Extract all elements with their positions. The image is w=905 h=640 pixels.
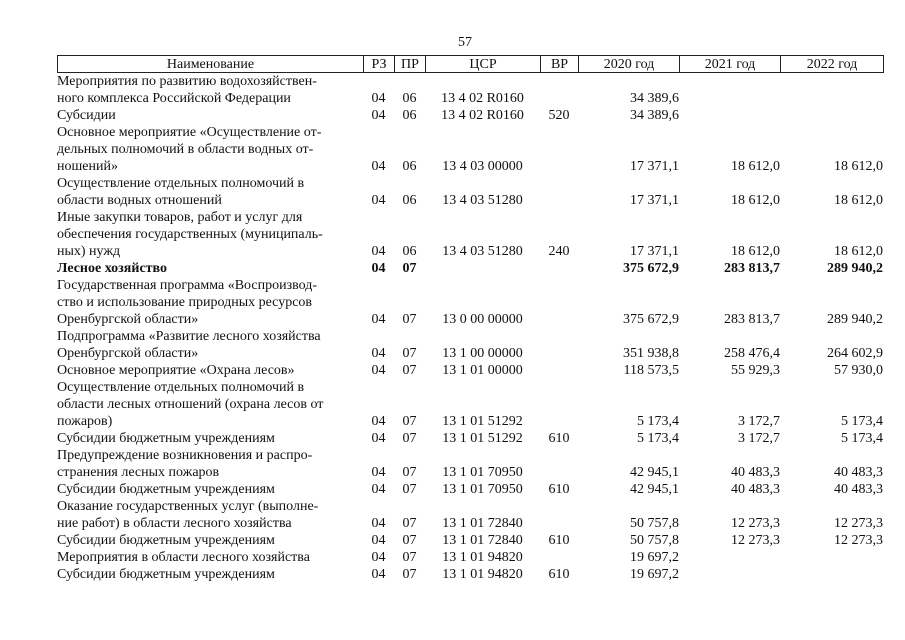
cell-rz: 04 xyxy=(371,91,386,106)
column-header-rz: РЗ xyxy=(364,56,395,73)
cell-name xyxy=(57,532,363,549)
cell-name-line: Субсидии xyxy=(57,108,116,123)
table-row xyxy=(57,498,883,532)
cell-vr xyxy=(540,498,578,532)
table-row xyxy=(57,566,883,583)
cell-name xyxy=(57,362,363,379)
cell-2021: 283 813,7 xyxy=(724,261,780,276)
cell-2021: 18 612,0 xyxy=(731,244,780,259)
cell-2020: 42 945,1 xyxy=(630,482,679,497)
cell-2020: 17 371,1 xyxy=(630,159,679,174)
cell-2022: 289 940,2 xyxy=(827,312,883,327)
table-row xyxy=(57,362,883,379)
cell-2020: 17 371,1 xyxy=(630,244,679,259)
cell-pr: 06 xyxy=(402,159,417,174)
cell-csr: 13 0 00 00000 xyxy=(442,312,523,327)
cell-name xyxy=(57,328,363,362)
cell-pr: 07 xyxy=(402,431,417,446)
cell-2022: 40 483,3 xyxy=(834,482,883,497)
cell-2021: 283 813,7 xyxy=(724,312,780,327)
cell-2022: 40 483,3 xyxy=(834,465,883,480)
cell-vr xyxy=(540,362,578,379)
table-row xyxy=(57,379,883,430)
cell-name-line: странения лесных пожаров xyxy=(57,465,220,480)
cell-2020: 17 371,1 xyxy=(630,193,679,208)
cell-vr xyxy=(540,175,578,209)
column-header-2020: 2020 год xyxy=(579,56,680,73)
cell-2022: 264 602,9 xyxy=(827,346,883,361)
cell-name xyxy=(57,209,363,260)
cell-2020: 5 173,4 xyxy=(637,414,679,429)
cell-name-line: Осуществление отдельных полномочий в xyxy=(57,380,305,395)
cell-name-line: Субсидии бюджетным учреждениям xyxy=(57,533,275,548)
cell-csr: 13 1 01 70950 xyxy=(442,465,523,480)
cell-pr: 07 xyxy=(402,465,417,480)
cell-vr xyxy=(540,447,578,481)
cell-csr: 13 4 02 R0160 xyxy=(441,108,524,123)
cell-name-line: Предупреждение возникновения и распро- xyxy=(57,448,313,463)
cell-2020: 50 757,8 xyxy=(630,516,679,531)
cell-pr: 07 xyxy=(402,516,417,531)
cell-csr: 13 4 03 51280 xyxy=(442,244,523,259)
table-body xyxy=(57,73,883,583)
column-header-2022: 2022 год xyxy=(781,56,884,73)
cell-pr: 07 xyxy=(402,261,417,276)
cell-2020: 34 389,6 xyxy=(630,108,679,123)
table-row xyxy=(57,481,883,498)
cell-rz: 04 xyxy=(371,482,386,497)
cell-name xyxy=(57,175,363,209)
cell-name xyxy=(57,107,363,124)
cell-2020: 19 697,2 xyxy=(630,567,679,582)
cell-2022 xyxy=(780,107,883,124)
cell-2021: 18 612,0 xyxy=(731,193,780,208)
cell-2022: 289 940,2 xyxy=(827,261,883,276)
table-row xyxy=(57,73,883,107)
cell-vr xyxy=(540,549,578,566)
cell-2021: 12 273,3 xyxy=(731,533,780,548)
cell-vr: 610 xyxy=(548,431,570,446)
cell-name xyxy=(57,498,363,532)
cell-rz: 04 xyxy=(371,159,386,174)
cell-name-line: Субсидии бюджетным учреждениям xyxy=(57,482,275,497)
cell-2022: 18 612,0 xyxy=(834,193,883,208)
cell-2021: 3 172,7 xyxy=(738,431,780,446)
table-row xyxy=(57,124,883,175)
cell-2020: 50 757,8 xyxy=(630,533,679,548)
cell-rz: 04 xyxy=(371,312,386,327)
cell-pr: 06 xyxy=(402,108,417,123)
cell-rz: 04 xyxy=(371,550,386,565)
cell-csr: 13 1 00 00000 xyxy=(442,346,523,361)
cell-2022: 57 930,0 xyxy=(834,363,883,378)
column-header-csr: ЦСР xyxy=(426,56,541,73)
table-row xyxy=(57,532,883,549)
cell-name-line: области водных отношений xyxy=(57,193,222,208)
cell-2020: 375 672,9 xyxy=(623,261,679,276)
cell-2021: 258 476,4 xyxy=(724,346,780,361)
cell-name-line: обеспечения государственных (муниципаль- xyxy=(57,227,323,242)
cell-pr: 07 xyxy=(402,482,417,497)
cell-pr: 07 xyxy=(402,550,417,565)
cell-name-line: Оренбургской области» xyxy=(57,346,199,361)
cell-name-line: пожаров) xyxy=(57,414,113,429)
table-header xyxy=(57,55,884,73)
cell-2022: 18 612,0 xyxy=(834,244,883,259)
table-row xyxy=(57,430,883,447)
cell-name-line: Лесное хозяйство xyxy=(57,261,168,276)
cell-rz: 04 xyxy=(371,108,386,123)
cell-name-line: Мероприятия по развитию водохозяйствен- xyxy=(57,74,317,89)
cell-csr: 13 4 03 51280 xyxy=(442,193,523,208)
cell-name-line: ние работ) в области лесного хозяйства xyxy=(57,516,292,531)
cell-rz: 04 xyxy=(371,516,386,531)
cell-vr xyxy=(540,124,578,175)
cell-name xyxy=(57,447,363,481)
column-header-name: Наименование xyxy=(58,56,364,73)
cell-rz: 04 xyxy=(371,414,386,429)
cell-2022: 12 273,3 xyxy=(834,533,883,548)
column-header-vr: ВР xyxy=(541,56,579,73)
cell-vr xyxy=(540,328,578,362)
cell-2022 xyxy=(780,566,883,583)
cell-rz: 04 xyxy=(371,431,386,446)
cell-pr: 06 xyxy=(402,244,417,259)
cell-name xyxy=(57,73,363,107)
cell-vr xyxy=(540,73,578,107)
table-row xyxy=(57,260,883,277)
cell-name xyxy=(57,379,363,430)
cell-pr: 07 xyxy=(402,363,417,378)
cell-name-line: Мероприятия в области лесного хозяйства xyxy=(57,550,310,565)
cell-vr xyxy=(540,379,578,430)
cell-csr: 13 1 01 94820 xyxy=(442,550,523,565)
cell-vr: 610 xyxy=(548,533,570,548)
cell-2020: 375 672,9 xyxy=(623,312,679,327)
table-row xyxy=(57,277,883,328)
cell-2021: 55 929,3 xyxy=(731,363,780,378)
page-number: 57 xyxy=(458,35,472,50)
cell-2021: 40 483,3 xyxy=(731,482,780,497)
cell-2021: 3 172,7 xyxy=(738,414,780,429)
cell-2022: 5 173,4 xyxy=(841,414,883,429)
cell-name-line: ных) нужд xyxy=(57,244,121,259)
cell-csr: 13 4 02 R0160 xyxy=(441,91,524,106)
cell-csr: 13 1 01 00000 xyxy=(442,363,523,378)
cell-2020: 351 938,8 xyxy=(623,346,679,361)
cell-name xyxy=(57,549,363,566)
cell-csr: 13 1 01 70950 xyxy=(442,482,523,497)
cell-pr: 07 xyxy=(402,414,417,429)
cell-name xyxy=(57,430,363,447)
cell-rz: 04 xyxy=(371,465,386,480)
cell-name xyxy=(57,566,363,583)
cell-csr: 13 1 01 94820 xyxy=(442,567,523,582)
cell-2020: 34 389,6 xyxy=(630,91,679,106)
cell-pr: 06 xyxy=(402,91,417,106)
cell-rz: 04 xyxy=(371,193,386,208)
table-row xyxy=(57,447,883,481)
cell-2021 xyxy=(679,107,780,124)
column-header-pr: ПР xyxy=(395,56,426,73)
table-row xyxy=(57,107,883,124)
cell-name xyxy=(57,260,363,277)
cell-csr: 13 4 03 00000 xyxy=(442,159,523,174)
cell-csr: 13 1 01 72840 xyxy=(442,516,523,531)
cell-name-line: Основное мероприятие «Охрана лесов» xyxy=(57,363,295,378)
cell-name-line: дельных полномочий в области водных от- xyxy=(57,142,314,157)
cell-name-line: Оренбургской области» xyxy=(57,312,199,327)
cell-csr: 13 1 01 51292 xyxy=(442,414,523,429)
cell-2020: 19 697,2 xyxy=(630,550,679,565)
cell-name-line: Субсидии бюджетным учреждениям xyxy=(57,567,275,582)
cell-name xyxy=(57,277,363,328)
cell-name xyxy=(57,481,363,498)
cell-2021: 18 612,0 xyxy=(731,159,780,174)
cell-vr: 610 xyxy=(548,482,570,497)
cell-2021 xyxy=(679,549,780,566)
cell-rz: 04 xyxy=(371,261,386,276)
cell-rz: 04 xyxy=(371,346,386,361)
cell-vr: 610 xyxy=(548,567,570,582)
table-row xyxy=(57,328,883,362)
cell-name-line: Основное мероприятие «Осуществление от- xyxy=(57,125,322,140)
cell-name-line: ство и использование природных ресурсов xyxy=(57,295,313,310)
cell-name-line: Подпрограмма «Развитие лесного хозяйства xyxy=(57,329,321,344)
cell-csr xyxy=(425,260,540,277)
cell-vr xyxy=(540,260,578,277)
cell-name-line: Субсидии бюджетным учреждениям xyxy=(57,431,275,446)
cell-name-line: Осуществление отдельных полномочий в xyxy=(57,176,305,191)
table-row xyxy=(57,209,883,260)
cell-name xyxy=(57,124,363,175)
cell-2022 xyxy=(780,73,883,107)
cell-rz: 04 xyxy=(371,244,386,259)
cell-pr: 07 xyxy=(402,346,417,361)
cell-2021: 12 273,3 xyxy=(731,516,780,531)
cell-name-line: области лесных отношений (охрана лесов от xyxy=(57,397,324,412)
cell-2020: 42 945,1 xyxy=(630,465,679,480)
cell-name-line: Иные закупки товаров, работ и услуг для xyxy=(57,210,303,225)
cell-name-line: Государственная программа «Воспроизвод- xyxy=(57,278,318,293)
cell-name-line: ного комплекса Российской Федерации xyxy=(57,91,291,106)
cell-pr: 07 xyxy=(402,533,417,548)
cell-pr: 07 xyxy=(402,567,417,582)
cell-vr xyxy=(540,277,578,328)
cell-2021 xyxy=(679,566,780,583)
cell-2021 xyxy=(679,73,780,107)
table-row xyxy=(57,175,883,209)
budget-table xyxy=(57,73,883,583)
cell-2021: 40 483,3 xyxy=(731,465,780,480)
cell-vr: 240 xyxy=(548,244,570,259)
table-row xyxy=(57,549,883,566)
cell-vr: 520 xyxy=(548,108,570,123)
cell-2020: 5 173,4 xyxy=(637,431,679,446)
cell-name-line: Оказание государственных услуг (выполне- xyxy=(57,499,319,514)
cell-2022: 5 173,4 xyxy=(841,431,883,446)
cell-rz: 04 xyxy=(371,363,386,378)
cell-2020: 118 573,5 xyxy=(623,363,679,378)
cell-csr: 13 1 01 51292 xyxy=(442,431,523,446)
cell-rz: 04 xyxy=(371,533,386,548)
cell-csr: 13 1 01 72840 xyxy=(442,533,523,548)
cell-pr: 07 xyxy=(402,312,417,327)
cell-pr: 06 xyxy=(402,193,417,208)
column-header-2021: 2021 год xyxy=(680,56,781,73)
cell-2022: 18 612,0 xyxy=(834,159,883,174)
cell-2022 xyxy=(780,549,883,566)
cell-name-line: ношений» xyxy=(57,159,118,174)
cell-2022: 12 273,3 xyxy=(834,516,883,531)
cell-rz: 04 xyxy=(371,567,386,582)
